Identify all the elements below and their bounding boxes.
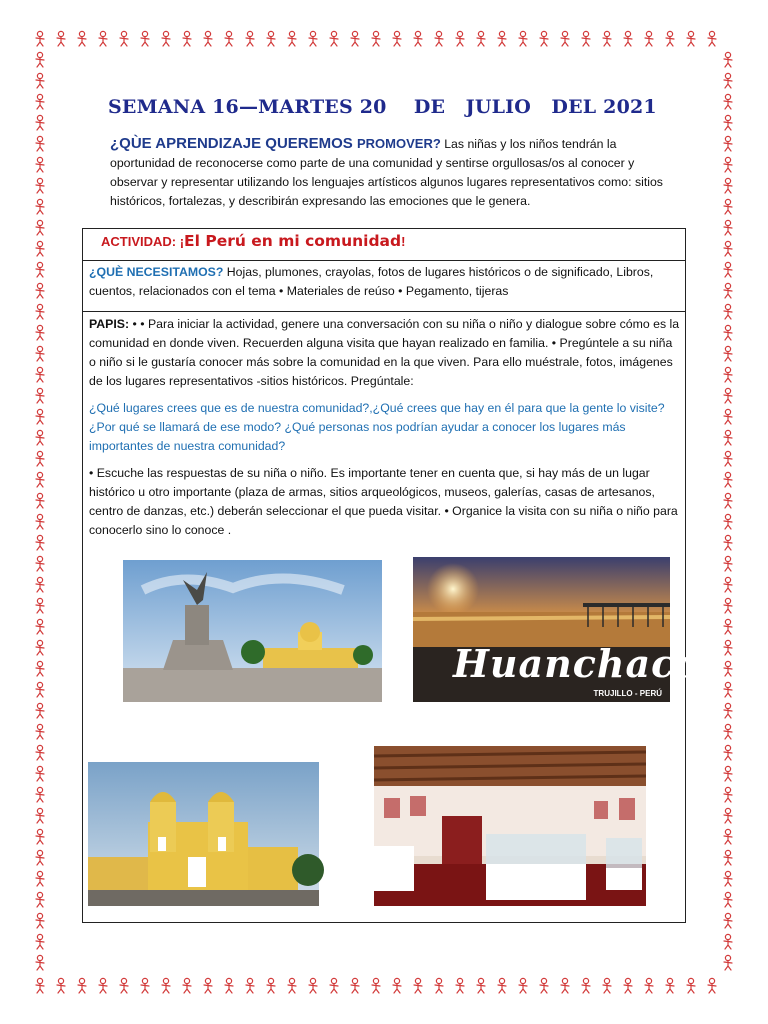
border-doodle bbox=[724, 472, 732, 487]
border-doodle bbox=[724, 115, 732, 130]
border-doodle bbox=[645, 978, 653, 993]
parents-paragraph-2: • Escuche las respuestas de su niña o niño. Es importante tener en cuenta que, si hay más de un lugar histórico u otro importante (plaza de armas, sitios arqueológicos, museos, galerías, casas de artesanos, centro de danzas, etc.) deberán seleccionar el que pueda visitar. • Organice la visita con su niña o niño para conocerlo sino lo conoce . bbox=[89, 466, 678, 537]
border-doodle bbox=[724, 493, 732, 508]
border-doodle bbox=[582, 978, 590, 993]
activity-title: El Perú en mi comunidad bbox=[184, 232, 402, 250]
border-doodle bbox=[78, 31, 86, 46]
border-doodle bbox=[724, 136, 732, 151]
border-doodle bbox=[724, 955, 732, 970]
border-doodle bbox=[330, 31, 338, 46]
border-doodle bbox=[183, 978, 191, 993]
border-doodle bbox=[267, 978, 275, 993]
border-doodle bbox=[498, 978, 506, 993]
border-doodle bbox=[724, 430, 732, 445]
border-doodle bbox=[724, 808, 732, 823]
border-doodle bbox=[36, 913, 44, 928]
border-doodle bbox=[141, 978, 149, 993]
border-doodle bbox=[36, 724, 44, 739]
cathedral-photo bbox=[88, 762, 319, 906]
parents-paragraph-1 bbox=[89, 315, 681, 391]
border-doodle bbox=[687, 978, 695, 993]
materials-text bbox=[89, 263, 679, 301]
border-doodle bbox=[246, 31, 254, 46]
border-doodle bbox=[36, 262, 44, 277]
border-doodle bbox=[519, 978, 527, 993]
border-doodle bbox=[724, 577, 732, 592]
border-doodle bbox=[477, 31, 485, 46]
border-doodle bbox=[724, 514, 732, 529]
border-doodle bbox=[666, 31, 674, 46]
border-doodle bbox=[456, 978, 464, 993]
border-doodle bbox=[225, 31, 233, 46]
border-doodle bbox=[724, 934, 732, 949]
border-doodle bbox=[624, 978, 632, 993]
border-doodle bbox=[36, 493, 44, 508]
border-doodle bbox=[561, 978, 569, 993]
activity-heading bbox=[101, 232, 405, 250]
border-doodle bbox=[36, 31, 44, 46]
border-doodle bbox=[724, 283, 732, 298]
huanchaco-caption: Huanchaco bbox=[453, 641, 702, 686]
border-doodle bbox=[225, 978, 233, 993]
border-doodle bbox=[724, 913, 732, 928]
border-doodle bbox=[477, 978, 485, 993]
border-doodle bbox=[183, 31, 191, 46]
border-doodle bbox=[724, 451, 732, 466]
border-doodle bbox=[708, 31, 716, 46]
border-doodle bbox=[36, 52, 44, 67]
border-doodle bbox=[724, 640, 732, 655]
border-doodle bbox=[498, 31, 506, 46]
border-doodle bbox=[372, 31, 380, 46]
border-doodle bbox=[414, 31, 422, 46]
border-doodle bbox=[724, 682, 732, 697]
border-doodle bbox=[724, 766, 732, 781]
border-doodle bbox=[267, 31, 275, 46]
border-doodle bbox=[414, 978, 422, 993]
museum-interior-photo bbox=[374, 746, 646, 906]
border-doodle bbox=[687, 31, 695, 46]
border-doodle bbox=[724, 94, 732, 109]
border-doodle bbox=[57, 978, 65, 993]
border-doodle bbox=[288, 31, 296, 46]
border-doodle bbox=[36, 829, 44, 844]
border-doodle bbox=[561, 31, 569, 46]
border-doodle bbox=[78, 978, 86, 993]
huanchaco-subcaption: TRUJILLO - PERÚ bbox=[593, 689, 662, 698]
border-doodle bbox=[36, 703, 44, 718]
parents-label: PAPIS: bbox=[89, 317, 130, 331]
border-doodle bbox=[603, 31, 611, 46]
border-doodle bbox=[724, 619, 732, 634]
border-doodle bbox=[724, 829, 732, 844]
border-doodle bbox=[36, 94, 44, 109]
activity-box bbox=[82, 228, 686, 261]
border-doodle bbox=[724, 661, 732, 676]
border-doodle bbox=[309, 978, 317, 993]
border-doodle bbox=[36, 955, 44, 970]
border-doodle bbox=[36, 535, 44, 550]
border-doodle bbox=[36, 556, 44, 571]
border-doodle bbox=[603, 978, 611, 993]
border-doodle bbox=[724, 556, 732, 571]
border-doodle bbox=[519, 31, 527, 46]
border-doodle bbox=[120, 31, 128, 46]
border-doodle bbox=[36, 451, 44, 466]
activity-title-end: ! bbox=[401, 234, 406, 249]
border-doodle bbox=[724, 535, 732, 550]
border-doodle bbox=[36, 367, 44, 382]
border-doodle bbox=[435, 31, 443, 46]
border-doodle bbox=[435, 978, 443, 993]
border-doodle bbox=[36, 892, 44, 907]
page-title: SEMANA 16—MARTES 20 DE JULIO DEL 2021 bbox=[108, 96, 657, 118]
border-doodle bbox=[36, 304, 44, 319]
border-doodle bbox=[99, 31, 107, 46]
border-doodle bbox=[36, 73, 44, 88]
border-doodle bbox=[36, 640, 44, 655]
materials-label: ¿QUÈ NECESITAMOS? bbox=[89, 265, 224, 279]
border-doodle bbox=[724, 745, 732, 760]
border-doodle bbox=[36, 850, 44, 865]
border-doodle bbox=[372, 978, 380, 993]
border-doodle bbox=[724, 220, 732, 235]
border-doodle bbox=[36, 283, 44, 298]
border-doodle bbox=[36, 178, 44, 193]
border-doodle bbox=[36, 241, 44, 256]
border-doodle bbox=[36, 409, 44, 424]
border-doodle bbox=[724, 304, 732, 319]
border-doodle bbox=[724, 178, 732, 193]
learning-goal-text: Las niñas y los niños tendrán la oportunidad de reconocerse como parte de una comunidad y sentirse orgullosas/os al conocer y observar y representar utilizando los lenguajes artísticos algunos lugares representativos como: sitios históricos, fortalezas, y describirán expresando las emociones que le genera. bbox=[110, 137, 663, 208]
border-doodle bbox=[204, 978, 212, 993]
border-doodle bbox=[246, 978, 254, 993]
border-doodle bbox=[330, 978, 338, 993]
border-doodle bbox=[36, 157, 44, 172]
border-doodle bbox=[724, 199, 732, 214]
border-doodle bbox=[36, 115, 44, 130]
border-doodle bbox=[36, 766, 44, 781]
border-doodle bbox=[724, 724, 732, 739]
border-doodle bbox=[666, 978, 674, 993]
border-doodle bbox=[36, 514, 44, 529]
border-doodle bbox=[36, 136, 44, 151]
border-doodle bbox=[724, 52, 732, 67]
border-doodle bbox=[99, 978, 107, 993]
activity-label: ACTIVIDAD: ¡ bbox=[101, 234, 185, 249]
border-doodle bbox=[36, 619, 44, 634]
border-doodle bbox=[724, 325, 732, 340]
guiding-questions: ¿Qué lugares crees que es de nuestra comunidad?,¿Qué crees que hay en él para que la gente lo visite? ¿Por qué se llamará de ese modo? ¿Qué personas nos podrían ayudar a conocer los lugares más importantes de nuestra comunidad? bbox=[89, 401, 665, 453]
learning-goal-question-end: PROMOVER? bbox=[356, 136, 441, 151]
border-doodle bbox=[724, 388, 732, 403]
border-doodle bbox=[36, 325, 44, 340]
border-doodle bbox=[724, 262, 732, 277]
border-doodle bbox=[36, 472, 44, 487]
border-doodle bbox=[724, 598, 732, 613]
border-doodle bbox=[393, 978, 401, 993]
border-doodle bbox=[540, 31, 548, 46]
learning-goal bbox=[110, 134, 670, 211]
border-doodle bbox=[120, 978, 128, 993]
border-doodle bbox=[57, 31, 65, 46]
border-doodle bbox=[36, 388, 44, 403]
border-doodle bbox=[36, 220, 44, 235]
border-doodle bbox=[36, 346, 44, 361]
border-doodle bbox=[724, 367, 732, 382]
border-doodle bbox=[456, 31, 464, 46]
border-doodle bbox=[204, 31, 212, 46]
parents-guide bbox=[89, 315, 681, 548]
materials-box bbox=[82, 260, 686, 312]
border-doodle bbox=[393, 31, 401, 46]
border-doodle bbox=[540, 978, 548, 993]
border-doodle bbox=[36, 661, 44, 676]
border-doodle bbox=[351, 978, 359, 993]
parents-intro-text: • • Para iniciar la actividad, genere una conversación con su niña o niño y dialogue sobre cómo es la comunidad en donde viven. Recuerden alguna visita que hayan realizado en familia. • Pregúntele a su niña o niño si le gustaría conocer más sobre la comunidad en la que viven. Para ello muéstrale, fotos, imágenes de los lugares representativos -sitios históricos. Pregúntale: bbox=[89, 317, 680, 388]
border-doodle bbox=[36, 598, 44, 613]
border-doodle bbox=[162, 978, 170, 993]
border-doodle bbox=[724, 157, 732, 172]
border-doodle bbox=[724, 241, 732, 256]
border-doodle bbox=[724, 409, 732, 424]
border-doodle bbox=[724, 346, 732, 361]
learning-goal-question: ¿QÙE APRENDIZAJE QUEREMOS bbox=[110, 135, 357, 152]
plaza-monument-photo bbox=[123, 560, 382, 702]
huanchaco-beach-photo bbox=[413, 557, 702, 702]
border-doodle bbox=[724, 787, 732, 802]
border-doodle bbox=[36, 978, 44, 993]
border-doodle bbox=[624, 31, 632, 46]
border-doodle bbox=[724, 871, 732, 886]
border-doodle bbox=[36, 808, 44, 823]
border-doodle bbox=[36, 682, 44, 697]
border-doodle bbox=[36, 934, 44, 949]
border-doodle bbox=[141, 31, 149, 46]
border-doodle bbox=[36, 871, 44, 886]
border-doodle bbox=[724, 892, 732, 907]
border-doodle bbox=[724, 703, 732, 718]
materials-list: Hojas, plumones, crayolas, fotos de lugares históricos o de significado, Libros, cuentos, relacionados con el tema • Materiales de reúso • Pegamento, tijeras bbox=[89, 265, 654, 298]
border-doodle bbox=[36, 430, 44, 445]
border-doodle bbox=[36, 199, 44, 214]
border-doodle bbox=[582, 31, 590, 46]
border-doodle bbox=[309, 31, 317, 46]
border-doodle bbox=[708, 978, 716, 993]
border-doodle bbox=[36, 787, 44, 802]
border-doodle bbox=[645, 31, 653, 46]
border-doodle bbox=[36, 577, 44, 592]
border-doodle bbox=[724, 73, 732, 88]
border-doodle bbox=[288, 978, 296, 993]
border-doodle bbox=[351, 31, 359, 46]
border-doodle bbox=[36, 745, 44, 760]
border-doodle bbox=[162, 31, 170, 46]
border-doodle bbox=[724, 850, 732, 865]
